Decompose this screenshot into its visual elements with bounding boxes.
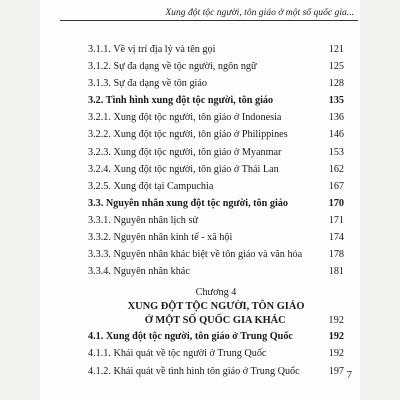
toc-entry <box>88 246 344 263</box>
toc-entry-page: 171 <box>328 214 344 226</box>
chapter-heading: Chương 4 <box>195 287 237 299</box>
toc-entry-label: 3.2.2. Xung đột tộc người, tôn giáo ở Philippines <box>88 129 288 141</box>
toc-entry <box>88 41 344 58</box>
toc-entry <box>88 126 344 143</box>
toc-section-chapter-3 <box>88 41 344 280</box>
toc-entry-label: 3.3.4. Nguyên nhân khác <box>88 266 190 278</box>
toc-entry-page: 125 <box>328 61 344 73</box>
toc-entry-label: 3.3.1. Nguyên nhân lịch sử <box>88 214 198 226</box>
toc-entry-page: 135 <box>328 95 344 107</box>
toc-entry-label: 4.1.2. Khái quát về tình hình tôn giáo ở Trung Quốc <box>88 365 300 377</box>
toc-entry <box>88 195 344 212</box>
page-number: 7 <box>346 370 352 381</box>
toc-entry-page: 178 <box>328 249 344 261</box>
toc-entry-label: 3.1.1. Về vị trí địa lý và tên gọi <box>88 44 216 55</box>
table-of-contents <box>88 41 344 380</box>
toc-entry-page: 146 <box>328 129 344 141</box>
toc-entry <box>88 58 344 75</box>
chapter-page-number: 192 <box>328 315 344 327</box>
toc-entry <box>88 144 344 161</box>
toc-entry-page: 197 <box>328 365 344 377</box>
toc-entry-label: 4.1. Xung đột tộc người, tôn giáo ở Trung Quốc <box>88 331 293 343</box>
toc-entry-page: 170 <box>328 197 344 209</box>
toc-entry-label: 4.1.1. Khái quát về tộc người ở Trung Quốc <box>88 348 267 360</box>
toc-entry-label: 3.2.4. Xung đột tộc người, tôn giáo ở Thái Lan <box>88 163 279 175</box>
toc-entry <box>88 178 344 195</box>
toc-entry <box>88 75 344 92</box>
toc-entry-label: 3.2.5. Xung đột tại Campuchia <box>88 180 214 192</box>
toc-entry-page: 136 <box>328 112 344 124</box>
toc-entry-label: 3.3.3. Nguyên nhân khác biệt về tôn giáo và văn hóa <box>88 249 303 261</box>
chapter-title-line-2-row <box>88 314 344 328</box>
toc-entry-label: 3.1.3. Sự đa dạng về tôn giáo <box>88 78 207 90</box>
chapter-title <box>88 300 344 328</box>
toc-entry-label: 3.3. Nguyên nhân xung đột tộc người, tôn giáo <box>88 197 288 209</box>
toc-entry <box>88 212 344 229</box>
toc-section-chapter-4 <box>88 328 344 379</box>
chapter-title-line-1: XUNG ĐỘT TỘC NGƯỜI, TÔN GIÁO <box>127 301 305 313</box>
toc-entry <box>88 109 344 126</box>
toc-entry-label: 3.1.2. Sự đa dạng về tộc người, ngôn ngữ <box>88 61 257 73</box>
toc-entry-label: 3.2.1. Xung đột tộc người, tôn giáo ở Indonesia <box>88 112 282 124</box>
toc-entry-page: 167 <box>328 180 344 192</box>
toc-entry <box>88 161 344 178</box>
toc-entry-page: 128 <box>328 78 344 90</box>
running-header: Xung đột tộc người, tôn giáo ở một số quốc gia... <box>165 7 354 18</box>
toc-entry-page: 121 <box>328 44 344 55</box>
toc-entry-page: 162 <box>328 163 344 175</box>
toc-entry <box>88 345 344 362</box>
toc-entry <box>88 263 344 280</box>
toc-entry-page: 192 <box>328 348 344 360</box>
toc-entry <box>88 229 344 246</box>
toc-entry <box>88 363 344 380</box>
toc-entry <box>88 92 344 109</box>
header-rule <box>60 20 358 21</box>
chapter-title-line-2: Ở MỘT SỐ QUỐC GIA KHÁC <box>144 315 286 327</box>
toc-entry-label: 3.3.2. Nguyên nhân kinh tế - xã hội <box>88 232 233 244</box>
toc-entry-page: 192 <box>328 331 344 343</box>
toc-entry-label: 3.2.3. Xung đột tộc người, tôn giáo ở Myanmar <box>88 146 282 158</box>
toc-entry-page: 174 <box>328 232 344 244</box>
toc-entry-page: 181 <box>328 266 344 278</box>
toc-entry <box>88 328 344 345</box>
toc-entry-page: 153 <box>328 146 344 158</box>
toc-entry-label: 3.2. Tình hình xung đột tộc người, tôn giáo <box>88 95 274 107</box>
